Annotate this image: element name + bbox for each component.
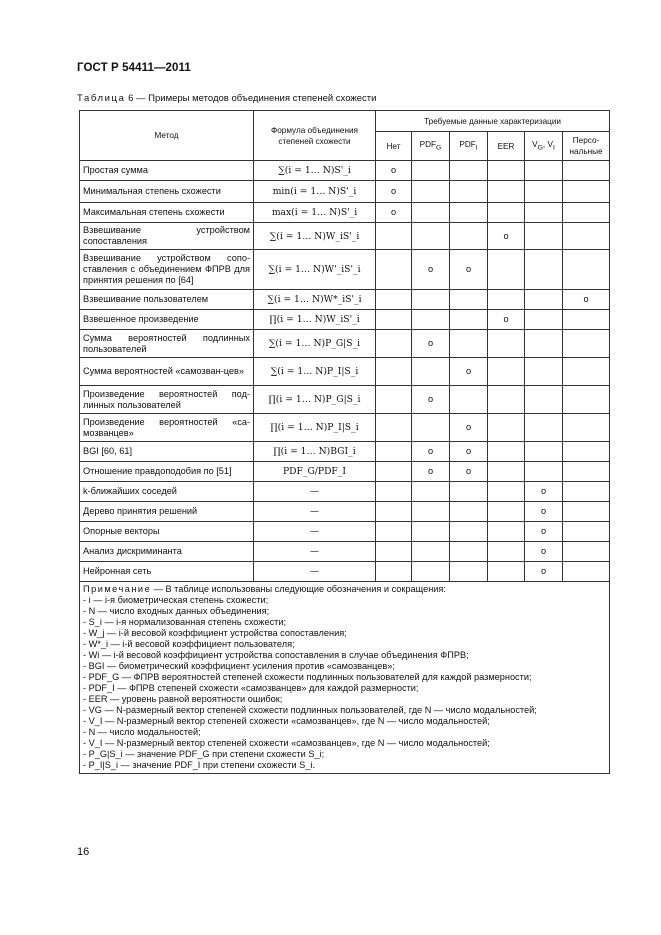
mark-cell-eer	[488, 562, 525, 582]
mark-cell-vg-vi	[525, 250, 563, 290]
mark-cell-pdfi	[450, 310, 488, 330]
mark-cell-vg-vi	[525, 386, 563, 414]
method-cell: Произведение вероятностей «са-мозванцев»	[80, 414, 254, 442]
mark-cell-pdfi	[450, 562, 488, 582]
mark-cell-eer	[488, 522, 525, 542]
method-cell: BGI [60, 61]	[80, 442, 254, 462]
mark-cell-none	[376, 522, 412, 542]
table-row	[80, 203, 610, 223]
mark-cell-pdfg	[412, 562, 450, 582]
mark-cell-pdfg	[412, 223, 450, 250]
method-cell: k-ближайших соседей	[80, 482, 254, 502]
mark-cell-none	[376, 358, 412, 386]
method-cell: Произведение вероятностей под-линных пользователей	[80, 386, 254, 414]
caption-text: — Примеры методов объединения степеней схожести	[133, 93, 377, 104]
mark-cell-vg-vi	[525, 442, 563, 462]
mark-cell-personal	[563, 223, 610, 250]
mark-cell-pdfg	[412, 542, 450, 562]
formula-cell: max(i = 1… N)S'_i	[254, 203, 376, 223]
formula-cell: —	[254, 542, 376, 562]
mark-cell-pdfi	[450, 522, 488, 542]
formula-cell: ∏(i = 1… N)P_G|S_i	[254, 386, 376, 414]
note-item: - N — число входных данных объединения;	[83, 606, 270, 616]
document-header: ГОСТ Р 54411—2011	[77, 62, 191, 74]
mark-cell-eer	[488, 414, 525, 442]
mark-cell-vg-vi	[525, 414, 563, 442]
mark-cell-vg-vi	[525, 462, 563, 482]
mark-cell-none: o	[376, 181, 412, 203]
mark-cell-pdfi	[450, 181, 488, 203]
note-item: - V_I — N-размерный вектор степеней схожести «самозванцев», где N — число модальностей;	[83, 738, 490, 748]
mark-cell-pdfi: o	[450, 250, 488, 290]
mark-cell-eer	[488, 482, 525, 502]
mark-cell-personal	[563, 330, 610, 358]
mark-cell-vg-vi	[525, 161, 563, 181]
page-number: 16	[77, 846, 90, 858]
mark-cell-none	[376, 223, 412, 250]
mark-cell-vg-vi: o	[525, 482, 563, 502]
formula-cell: ∏(i = 1… N)BGI_i	[254, 442, 376, 462]
mark-cell-eer	[488, 330, 525, 358]
note-item: - S_i — i-я нормализованная степень схожести;	[83, 617, 287, 627]
note-item: - P_I|S_i — значение PDF_I при степени схожести S_i.	[83, 760, 315, 770]
mark-cell-vg-vi: o	[525, 542, 563, 562]
method-cell: Взвешивание устройством сопоставления	[80, 223, 254, 250]
mark-cell-personal	[563, 181, 610, 203]
mark-cell-personal	[563, 442, 610, 462]
mark-cell-vg-vi: o	[525, 522, 563, 542]
formula-cell: ∑(i = 1… N)S'_i	[254, 161, 376, 181]
mark-cell-eer	[488, 203, 525, 223]
mark-cell-pdfi	[450, 290, 488, 310]
mark-cell-none	[376, 502, 412, 522]
mark-cell-vg-vi	[525, 223, 563, 250]
mark-cell-pdfg: o	[412, 442, 450, 462]
table-row	[80, 562, 610, 582]
method-cell: Отношение правдоподобия по [51]	[80, 462, 254, 482]
mark-cell-eer	[488, 290, 525, 310]
table-row	[80, 358, 610, 386]
col-header-formula: Формула объединения степеней схожести	[254, 111, 376, 161]
mark-cell-personal	[563, 386, 610, 414]
subcol-personal: Персо- нальные	[563, 132, 610, 161]
note-item: - i — i-я биометрическая степень схожести;	[83, 595, 269, 605]
mark-cell-eer	[488, 502, 525, 522]
table-row	[80, 482, 610, 502]
table-row	[80, 442, 610, 462]
mark-cell-pdfg: o	[412, 330, 450, 358]
mark-cell-none	[376, 462, 412, 482]
mark-cell-pdfg	[412, 414, 450, 442]
table-row	[80, 310, 610, 330]
mark-cell-personal	[563, 414, 610, 442]
method-cell: Минимальная степень схожести	[80, 181, 254, 203]
mark-cell-pdfi	[450, 161, 488, 181]
col-header-group: Требуемые данные характеризации	[376, 111, 610, 132]
subcol-vg-vi: $V_G$, $V_I$	[525, 132, 563, 161]
caption-number: 6	[128, 93, 134, 104]
method-cell: Взвешенное произведение	[80, 310, 254, 330]
col-header-method: Метод	[80, 111, 254, 161]
note-item: - P_G|S_i — значение PDF_G при степени схожести S_i;	[83, 749, 325, 759]
formula-cell: ∑(i = 1… N)P_G|S_i	[254, 330, 376, 358]
formula-cell: —	[254, 562, 376, 582]
formula-cell: PDF_G/PDF_I	[254, 462, 376, 482]
mark-cell-eer	[488, 386, 525, 414]
mark-cell-eer	[488, 442, 525, 462]
mark-cell-personal	[563, 161, 610, 181]
mark-cell-pdfi	[450, 223, 488, 250]
mark-cell-pdfi: o	[450, 462, 488, 482]
mark-cell-eer: o	[488, 310, 525, 330]
mark-cell-pdfi	[450, 542, 488, 562]
note-item: - N — число модальностей;	[83, 727, 201, 737]
mark-cell-pdfi: o	[450, 358, 488, 386]
note-item: - W*_i — i-й весовой коэффициент пользователя;	[83, 639, 295, 649]
table-row	[80, 462, 610, 482]
mark-cell-pdfg	[412, 502, 450, 522]
caption-label: Таблица	[77, 93, 126, 104]
methods-table	[79, 110, 610, 774]
method-cell: Нейронная сеть	[80, 562, 254, 582]
mark-cell-pdfg: o	[412, 462, 450, 482]
note-intro: — В таблице использованы следующие обозначения и сокращения:	[151, 584, 446, 594]
mark-cell-none	[376, 330, 412, 358]
table-note	[80, 582, 610, 774]
mark-cell-personal	[563, 482, 610, 502]
mark-cell-none: o	[376, 203, 412, 223]
mark-cell-none	[376, 542, 412, 562]
method-cell: Сумма вероятностей «самозван-цев»	[80, 358, 254, 386]
mark-cell-vg-vi	[525, 330, 563, 358]
method-cell: Взвешивание устройством сопо-ставления с объединением ФПРВ для принятия решения по [64]	[80, 250, 254, 290]
table-row	[80, 522, 610, 542]
note-item: - PDF_G — ФПРВ вероятностей степеней схожести подлинных пользователей для каждой размерности;	[83, 672, 532, 682]
mark-cell-pdfg	[412, 161, 450, 181]
table-row	[80, 161, 610, 181]
mark-cell-eer	[488, 181, 525, 203]
formula-cell: ∏(i = 1… N)P_I|S_i	[254, 414, 376, 442]
mark-cell-pdfg: o	[412, 250, 450, 290]
subcol-pdfg: $PDF_G$	[412, 132, 450, 161]
mark-cell-none	[376, 414, 412, 442]
mark-cell-personal	[563, 358, 610, 386]
method-cell: Простая сумма	[80, 161, 254, 181]
table-row	[80, 223, 610, 250]
formula-cell: —	[254, 502, 376, 522]
mark-cell-pdfg: o	[412, 386, 450, 414]
mark-cell-pdfg	[412, 203, 450, 223]
table-row	[80, 542, 610, 562]
note-item: - V_I — N-размерный вектор степеней схожести «самозванцев», где N — число модальностей;	[83, 716, 490, 726]
table-row	[80, 181, 610, 203]
table-row	[80, 250, 610, 290]
formula-cell: ∑(i = 1… N)W_iS'_i	[254, 223, 376, 250]
method-cell: Анализ дискриминанта	[80, 542, 254, 562]
mark-cell-eer	[488, 462, 525, 482]
note-item: - VG — N-размерный вектор степеней схожести подлинных пользователей, где N — число модальностей;	[83, 705, 537, 715]
table-row	[80, 502, 610, 522]
mark-cell-pdfg	[412, 358, 450, 386]
mark-cell-pdfg	[412, 290, 450, 310]
table-row	[80, 290, 610, 310]
mark-cell-vg-vi	[525, 203, 563, 223]
formula-cell: min(i = 1… N)S'_i	[254, 181, 376, 203]
mark-cell-personal: o	[563, 290, 610, 310]
mark-cell-vg-vi	[525, 290, 563, 310]
mark-cell-vg-vi	[525, 181, 563, 203]
table-row	[80, 330, 610, 358]
note-header	[83, 584, 606, 595]
subcol-eer: EER	[488, 132, 525, 161]
formula-cell: ∏(i = 1… N)W_iS'_i	[254, 310, 376, 330]
mark-cell-vg-vi: o	[525, 562, 563, 582]
method-cell: Максимальная степень схожести	[80, 203, 254, 223]
mark-cell-personal	[563, 203, 610, 223]
mark-cell-pdfi	[450, 502, 488, 522]
mark-cell-pdfi	[450, 482, 488, 502]
mark-cell-none	[376, 442, 412, 462]
note-item: - PDF_I — ФПРВ степеней схожести «самозванцев» для каждой размерности;	[83, 683, 419, 693]
formula-cell: ∑(i = 1… N)P_I|S_i	[254, 358, 376, 386]
mark-cell-none	[376, 386, 412, 414]
method-cell: Опорные векторы	[80, 522, 254, 542]
method-cell: Дерево принятия решений	[80, 502, 254, 522]
mark-cell-pdfg	[412, 482, 450, 502]
table-header-row	[80, 111, 610, 132]
mark-cell-eer	[488, 358, 525, 386]
mark-cell-personal	[563, 310, 610, 330]
mark-cell-eer: o	[488, 223, 525, 250]
mark-cell-personal	[563, 502, 610, 522]
mark-cell-none	[376, 310, 412, 330]
mark-cell-vg-vi	[525, 310, 563, 330]
method-cell: Сумма вероятностей подлинных пользователей	[80, 330, 254, 358]
mark-cell-personal	[563, 462, 610, 482]
mark-cell-pdfi	[450, 203, 488, 223]
mark-cell-eer	[488, 250, 525, 290]
mark-cell-personal	[563, 250, 610, 290]
mark-cell-vg-vi	[525, 358, 563, 386]
method-cell: Взвешивание пользователем	[80, 290, 254, 310]
note-list	[83, 595, 606, 771]
mark-cell-none	[376, 250, 412, 290]
note-item: - EER — уровень равной вероятности ошибок;	[83, 694, 283, 704]
formula-cell: —	[254, 522, 376, 542]
formula-cell: —	[254, 482, 376, 502]
mark-cell-pdfi: o	[450, 414, 488, 442]
mark-cell-vg-vi: o	[525, 502, 563, 522]
table-row	[80, 414, 610, 442]
note-item: - BGI — биометрический коэффициент усиления против «самозванцев»;	[83, 661, 395, 671]
table-caption	[77, 93, 376, 104]
subcol-none: Нет	[376, 132, 412, 161]
note-label: Примечание	[83, 584, 152, 594]
mark-cell-pdfi	[450, 386, 488, 414]
note-row	[80, 582, 610, 774]
note-item: - Wi — i-й весовой коэффициент устройства сопоставления в случае объединения ФПРВ;	[83, 650, 469, 660]
mark-cell-personal	[563, 542, 610, 562]
note-item: - W_j — i-й весовой коэффициент устройства сопоставления;	[83, 628, 347, 638]
formula-cell: ∑(i = 1… N)W*_iS'_i	[254, 290, 376, 310]
mark-cell-eer	[488, 161, 525, 181]
subcol-pdfi: $PDF_I$	[450, 132, 488, 161]
table-row	[80, 386, 610, 414]
mark-cell-eer	[488, 542, 525, 562]
mark-cell-pdfi: o	[450, 442, 488, 462]
mark-cell-pdfg	[412, 181, 450, 203]
mark-cell-none	[376, 290, 412, 310]
formula-cell: ∑(i = 1… N)W'_iS'_i	[254, 250, 376, 290]
mark-cell-none: o	[376, 161, 412, 181]
mark-cell-none	[376, 482, 412, 502]
mark-cell-none	[376, 562, 412, 582]
mark-cell-personal	[563, 562, 610, 582]
mark-cell-pdfi	[450, 330, 488, 358]
mark-cell-pdfg	[412, 522, 450, 542]
mark-cell-pdfg	[412, 310, 450, 330]
mark-cell-personal	[563, 522, 610, 542]
